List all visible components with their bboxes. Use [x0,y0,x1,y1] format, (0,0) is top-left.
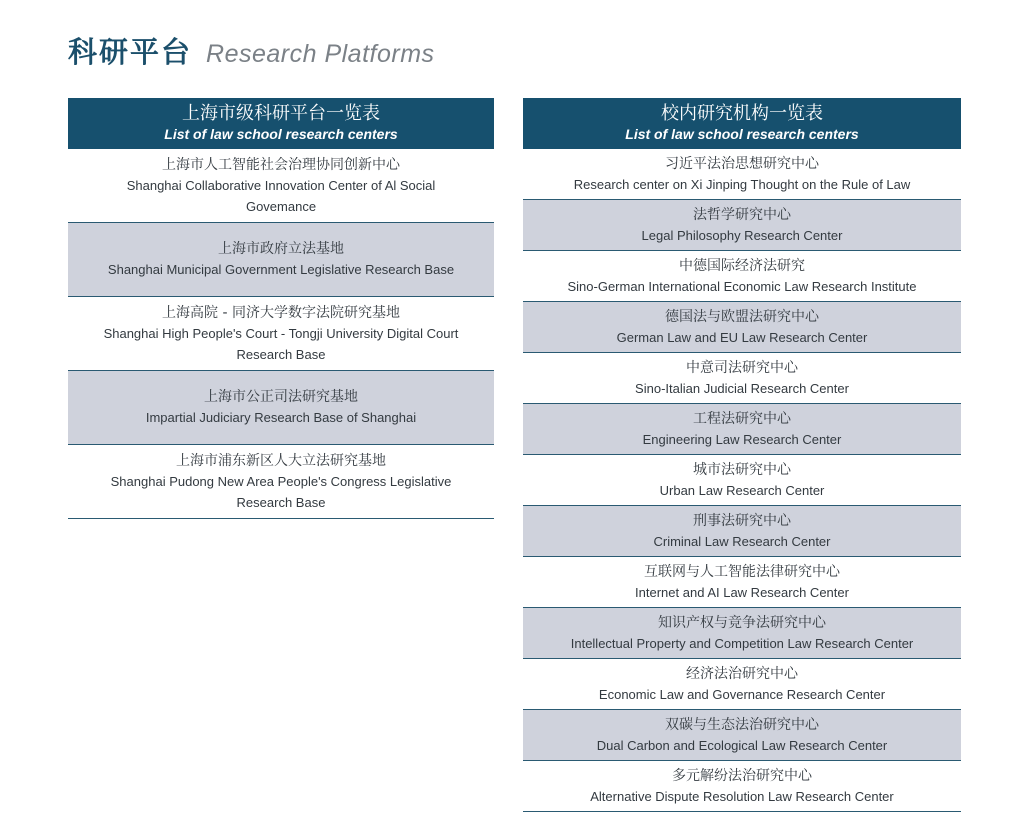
school-institutes-table [523,98,961,812]
table-header [523,98,961,149]
table-body [68,149,494,519]
row-name-cn: 知识产权与竞争法研究中心 [658,614,826,631]
row-name-cn: 经济法治研究中心 [686,665,798,682]
row-name-cn: 互联网与人工智能法律研究中心 [644,563,840,580]
row-name-cn: 上海市公正司法研究基地 [204,389,358,405]
table-row [523,506,961,557]
table-row [523,404,961,455]
row-name-cn: 德国法与欧盟法研究中心 [665,308,819,325]
row-name-cn: 双碳与生态法治研究中心 [665,716,819,733]
table-row [68,371,494,445]
row-name-en: Shanghai High People's Court - Tongji University Digital Court Research Base [103,325,459,362]
table-row [523,455,961,506]
row-name-cn: 上海市浦东新区人大立法研究基地 [176,452,386,469]
table-row [68,223,494,297]
row-name-en: Urban Law Research Center [659,482,825,498]
row-name-en: Research center on Xi Jinping Thought on the Rule of Law [573,176,911,192]
table-title-en: List of law school research centers [164,126,398,142]
table-row [523,200,961,251]
row-name-cn: 上海市政府立法基地 [218,241,344,257]
table-row [523,557,961,608]
shanghai-platforms-table [68,98,494,519]
row-name-en: Criminal Law Research Center [653,533,831,549]
table-row [523,761,961,812]
row-name-en: Intellectual Property and Competition Law Research Center [570,635,914,651]
row-name-cn: 多元解纷法治研究中心 [672,767,812,784]
table-title-cn: 校内研究机构一览表 [661,103,823,124]
row-name-en: Engineering Law Research Center [642,431,842,447]
row-name-cn: 中意司法研究中心 [686,359,798,376]
table-row [68,297,494,371]
page-title [68,30,435,70]
row-name-cn: 习近平法治思想研究中心 [665,155,819,172]
table-row [523,251,961,302]
table-body [523,149,961,812]
table-row [523,710,961,761]
row-name-cn: 中德国际经济法研究 [679,257,805,274]
page-title-cn: 科研平台 [68,35,193,69]
row-name-cn: 城市法研究中心 [693,461,791,478]
row-name-en: Impartial Judiciary Research Base of Shanghai [145,410,417,425]
row-name-en: Economic Law and Governance Research Center [598,686,886,702]
row-name-cn: 刑事法研究中心 [693,512,791,529]
row-name-cn: 工程法研究中心 [693,410,791,427]
row-name-en: Sino-German International Economic Law Research Institute [567,278,917,294]
row-name-en: Sino-Italian Judicial Research Center [635,380,849,396]
page-title-en: Research Platforms [206,40,435,68]
table-row [68,149,494,223]
row-name-en: Shanghai Collaborative Innovation Center of Al Social Govemance [126,177,436,214]
table-row [523,659,961,710]
row-name-en: Alternative Dispute Resolution Law Research Center [590,788,894,804]
row-name-en: Legal Philosophy Research Center [641,227,843,243]
row-name-en: Shanghai Pudong New Area People's Congress Legislative Research Base [110,473,452,510]
row-name-cn: 法哲学研究中心 [693,206,791,223]
table-header [68,98,494,149]
table-row [523,149,961,200]
table-row [523,353,961,404]
row-name-cn: 上海高院 - 同济大学数字法院研究基地 [162,304,400,321]
row-name-cn: 上海市人工智能社会治理协同创新中心 [162,156,400,173]
table-row [68,445,494,519]
row-name-en: Shanghai Municipal Government Legislative Research Base [107,262,455,277]
row-name-en: Dual Carbon and Ecological Law Research Center [596,737,888,753]
table-title-en: List of law school research centers [625,126,859,142]
table-title-cn: 上海市级科研平台一览表 [182,103,380,124]
table-row [523,302,961,353]
table-row [523,608,961,659]
row-name-en: Internet and AI Law Research Center [635,584,849,600]
row-name-en: German Law and EU Law Research Center [616,329,868,345]
